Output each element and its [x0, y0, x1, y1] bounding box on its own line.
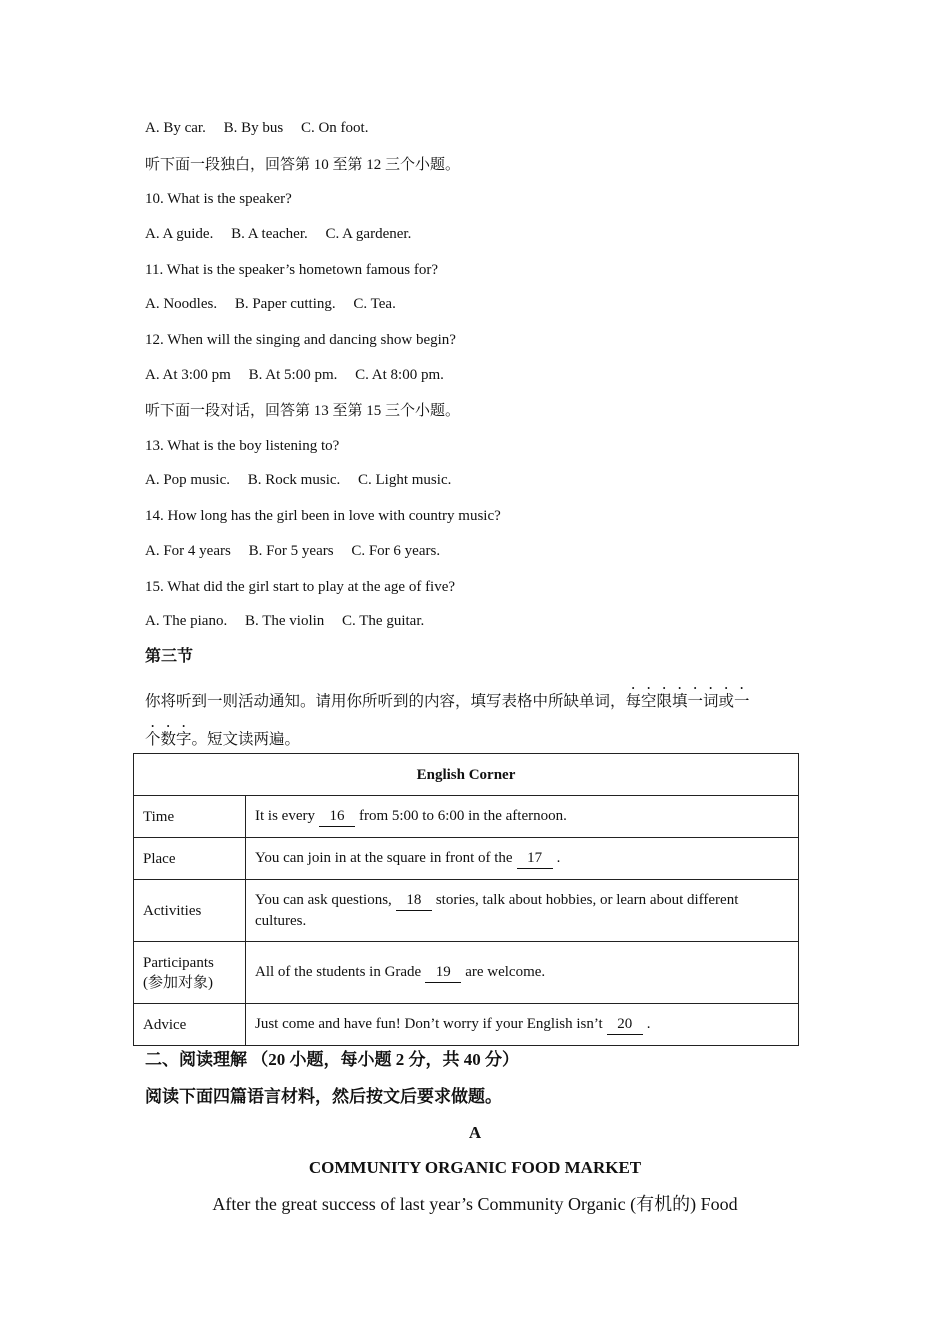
q15-option-a: A. The piano.	[145, 613, 228, 629]
row-content-advice	[246, 1004, 799, 1046]
row-label-text: Participants	[143, 954, 214, 971]
section3-instruction-text: 你将听到一则活动通知。请用你所听到的内容，填写表格中所缺单词，	[145, 693, 626, 710]
q10-options	[145, 224, 425, 244]
row-text: .	[556, 850, 561, 866]
row-label-note: (参加对象)	[143, 974, 213, 991]
instruction-10-12: 听下面一段独白，回答第 10 至第 12 三个小题。	[145, 157, 461, 173]
q15-options	[145, 611, 438, 631]
q12-option-a: A. At 3:00 pm	[145, 367, 231, 383]
q9-option-a: A. By car.	[145, 120, 206, 136]
row-label-participants	[134, 942, 246, 1004]
q14-option-a: A. For 4 years	[145, 543, 231, 559]
q13-options	[145, 470, 465, 490]
q12-question: 12. When will the singing and dancing show begin?	[145, 332, 456, 348]
table-row	[134, 796, 799, 838]
q11-option-c: C. Tea.	[353, 296, 396, 312]
row-content-activities	[246, 880, 799, 942]
q13-option-a: A. Pop music.	[145, 472, 231, 488]
row-text: from 5:00 to 6:00 in the afternoon.	[358, 808, 567, 824]
row-text: It is every	[255, 808, 315, 824]
table-row	[134, 942, 799, 1004]
q13-option-c: C. Light music.	[358, 472, 452, 488]
q11-options	[145, 294, 410, 314]
row-label-activities: Activities	[134, 880, 246, 942]
row-text: are welcome.	[465, 964, 546, 980]
section3-instruction-tail: 。短文读两遍。	[191, 731, 301, 748]
reading-instruction: 阅读下面四篇语言材料，然后按文后要求做题。	[145, 1087, 502, 1106]
q15-question: 15. What did the girl start to play at the age of five?	[145, 579, 456, 595]
q10-option-b: B. A teacher.	[231, 226, 308, 242]
q11-option-b: B. Paper cutting.	[234, 296, 336, 312]
section3-title: 第三节	[145, 648, 194, 665]
q14-option-b: B. For 5 years	[248, 543, 334, 559]
table-row	[134, 1004, 799, 1046]
row-text: You can ask questions,	[255, 892, 392, 908]
q12-option-b: B. At 5:00 pm.	[248, 367, 338, 383]
row-content-participants	[246, 942, 799, 1004]
table-title: English Corner	[134, 754, 799, 796]
q9-option-b: B. By bus	[223, 120, 284, 136]
blank-19: 19	[425, 962, 461, 983]
q11-option-a: A. Noodles.	[145, 296, 218, 312]
row-content-place	[246, 838, 799, 880]
blank-20: 20	[607, 1014, 643, 1035]
row-label-advice: Advice	[134, 1004, 246, 1046]
q14-options	[145, 541, 454, 561]
q13-option-b: B. Rock music.	[247, 472, 341, 488]
blank-16: 16	[319, 806, 355, 827]
q14-question: 14. How long has the girl been in love with country music?	[145, 508, 501, 524]
q9-options	[145, 118, 382, 138]
row-label-place: Place	[134, 838, 246, 880]
q10-question: 10. What is the speaker?	[145, 191, 292, 207]
row-text: stories, talk about hobbies, or learn about different cultures.	[255, 892, 739, 929]
reading-section-header: 二、阅读理解 （20 小题，每小题 2 分，共 40 分）	[145, 1050, 519, 1069]
row-content-time	[246, 796, 799, 838]
section3-instruction-emphasis-2: 个数字	[145, 731, 192, 748]
table-row	[134, 880, 799, 942]
q12-option-c: C. At 8:00 pm.	[355, 367, 444, 383]
row-text: You can join in at the square in front of the	[255, 850, 513, 866]
q15-option-b: B. The violin	[244, 613, 325, 629]
row-text: .	[646, 1016, 651, 1032]
blank-18: 18	[396, 890, 432, 911]
row-text: All of the students in Grade	[255, 964, 422, 980]
blank-17: 17	[517, 848, 553, 869]
passage-first-line: After the great success of last year’s Community Organic (有机的) Food	[212, 1194, 738, 1214]
table-header-row	[134, 754, 799, 796]
section3-instruction-emphasis: 每空限填一词或一	[625, 693, 750, 710]
english-corner-table	[133, 753, 799, 1046]
q10-option-a: A. A guide.	[145, 226, 214, 242]
passage-title: COMMUNITY ORGANIC FOOD MARKET	[308, 1158, 642, 1177]
q12-options	[145, 365, 458, 385]
q14-option-c: C. For 6 years.	[351, 543, 441, 559]
section3-instruction-line1	[145, 684, 750, 712]
q15-option-c: C. The guitar.	[342, 613, 425, 629]
passage-letter: A	[468, 1123, 482, 1142]
instruction-13-15: 听下面一段对话，回答第 13 至第 15 三个小题。	[145, 403, 461, 419]
row-text: Just come and have fun! Don’t worry if your English isn’t	[255, 1016, 603, 1032]
q9-option-c: C. On foot.	[300, 120, 369, 136]
section3-instruction-line2	[145, 722, 300, 750]
table-row	[134, 838, 799, 880]
q10-option-c: C. A gardener.	[325, 226, 412, 242]
q13-question: 13. What is the boy listening to?	[145, 438, 340, 454]
row-label-time: Time	[134, 796, 246, 838]
q11-question: 11. What is the speaker’s hometown famous for?	[145, 262, 438, 278]
